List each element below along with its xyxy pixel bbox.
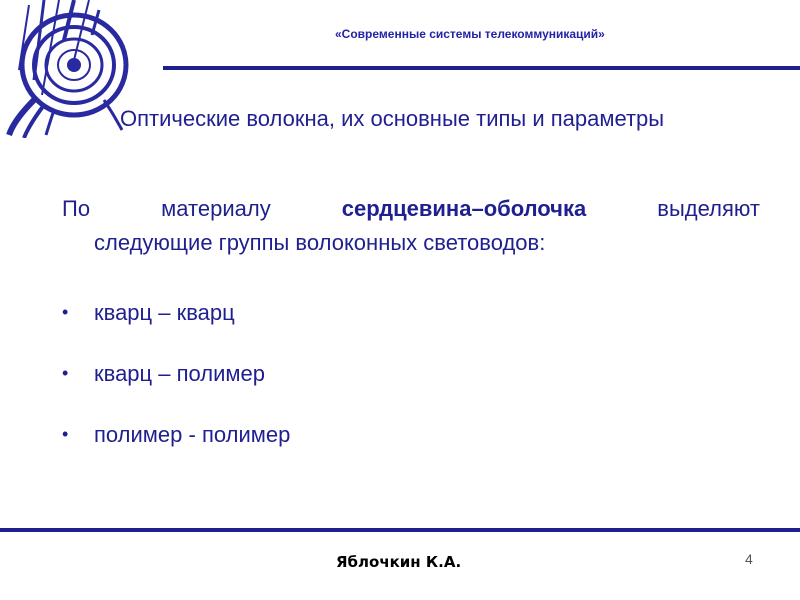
- list-item-text: полимер - полимер: [94, 421, 291, 447]
- intro-paragraph: [62, 192, 760, 260]
- header-title: «Современные системы телекоммуникаций»: [335, 27, 605, 41]
- intro-word: материалу: [161, 196, 271, 221]
- list-item-text: кварц – кварц: [94, 299, 235, 325]
- bullet-icon: •: [62, 302, 69, 322]
- slide-title: Оптические волокна, их основные типы и параметры: [120, 106, 665, 131]
- list-item: [62, 343, 290, 404]
- logo-icon: [4, 0, 132, 138]
- bullet-list: [62, 282, 290, 465]
- intro-line-1: [62, 192, 760, 226]
- page-number: 4: [745, 551, 753, 567]
- list-item-text: кварц – полимер: [94, 360, 265, 386]
- intro-word: По: [62, 196, 91, 221]
- intro-word: выделяют: [657, 196, 760, 221]
- list-item: [62, 282, 290, 343]
- intro-bold-term: сердцевина–оболочка: [341, 196, 587, 221]
- intro-line-2: следующие группы волоконных световодов:: [94, 230, 546, 255]
- footer-author: Яблочкин К.А.: [336, 553, 462, 571]
- bullet-icon: •: [62, 424, 69, 444]
- list-item: [62, 404, 290, 465]
- bullet-icon: •: [62, 363, 69, 383]
- footer-divider: [0, 528, 800, 532]
- header-divider: [163, 66, 800, 70]
